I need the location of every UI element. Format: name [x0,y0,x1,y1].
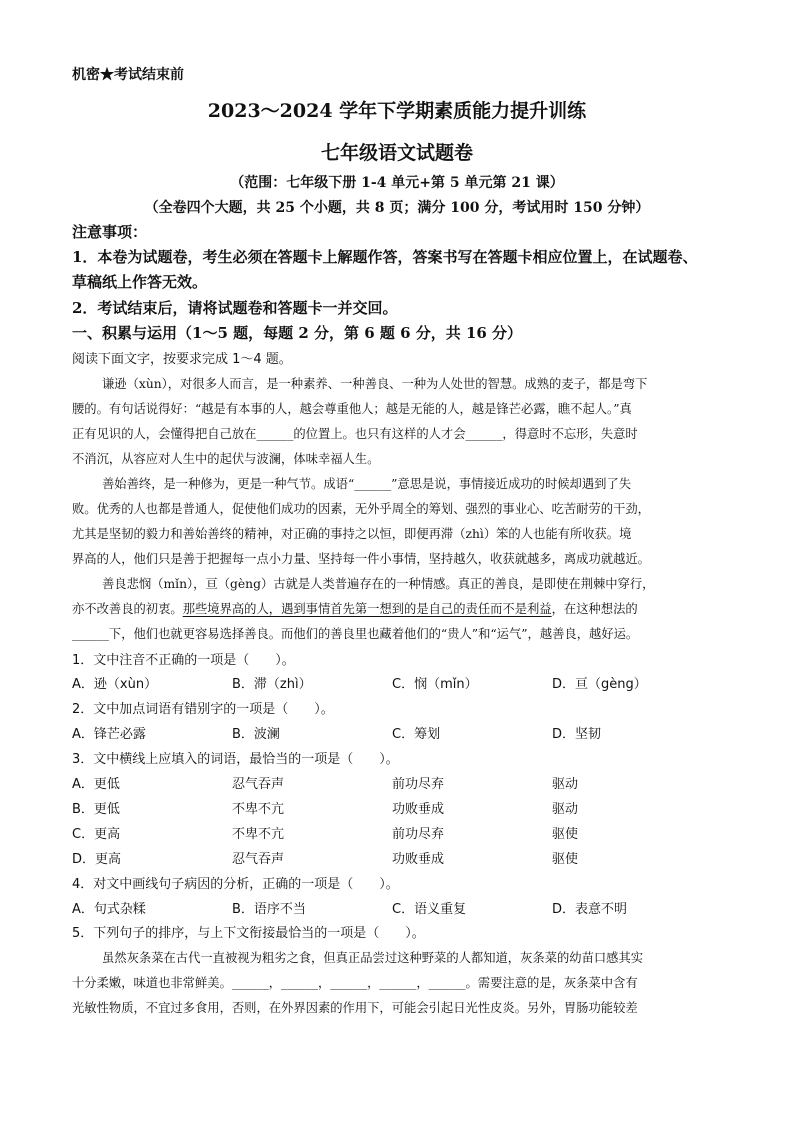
passage-line: 败。优秀的人也都是普通人，促使他们成功的因素，无外乎周全的筹划、强烈的事业心、吃苦耐劳的干劲， [72,502,650,516]
q2-option-d: D．坚韧 [552,727,602,742]
q3-option-c-word-3: 前功尽弃 [392,827,445,842]
q4-option-c: C．语义重复 [392,902,467,917]
question-2-stem: 2．文中加点词语有错别字的一项是（ ）。 [72,702,334,717]
passage-line: 谦逊（xùn），对很多人而言，是一种素养、一种善良、一种为人处世的智慧。成熟的麦子，都是弯下 [102,377,648,391]
q3-option-d: D．更高 [72,852,122,867]
passage-line: 界高的人，他们只是善于把握每一点小力量、坚持每一件小事情，坚持越久，收获就越多，离成功就越近。 [72,552,650,566]
q1-option-a: A．逊（xùn） [72,677,158,692]
q2-option-b: B．波澜 [232,727,280,742]
q3-option-a-word-3: 前功尽弃 [392,777,445,792]
q3-option-b-word-4: 驱动 [552,802,579,817]
q3-option-d-word-4: 驱使 [552,852,579,867]
exam-scope: （范围：七年级下册 1-4 单元+第 5 单元第 21 课） [230,175,564,191]
passage-line: ______下，他们也就更容易选择善良。而他们的善良里也藏着他们的“贵人”和“运气”，越善良，越好运。 [72,627,639,641]
section-1-heading: 一、积累与运用（1～5 题，每题 2 分，第 6 题 6 分，共 16 分） [72,324,523,342]
passage-text: 亦不改善良的初衷。 [72,602,183,616]
underlined-sentence: 那些境界高的人，遇到事情首先第一想到的是自己的责任而不是利益 [182,602,552,616]
question-3-stem: 3．文中横线上应填入的词语，最恰当的一项是（ ）。 [72,752,399,767]
passage-line: 尤其是坚韧的毅力和善始善终的精神，对正确的事持之以恒，即便再滞（zhì）笨的人也能有所收获。境 [72,527,632,541]
q3-option-b-word-2: 不卑不亢 [232,802,285,817]
q3-option-b: B．更低 [72,802,120,817]
q1-option-c: C．悯（mǐn） [392,677,478,692]
notice-item-1-line-1: 1．本卷为试题卷，考生必须在答题卡上解题作答，答案书写在答题卡相应位置上，在试题卷、 [72,248,698,266]
q4-option-a: A．句式杂糅 [72,902,146,917]
q1-option-d: D．亘（gèng） [552,677,647,692]
q3-option-c-word-4: 驱使 [552,827,579,842]
notice-heading: 注意事项： [72,223,148,241]
confidential-label: 机密★考试结束前 [72,67,184,83]
q3-option-d-word-3: 功败垂成 [392,852,445,867]
passage-line [72,599,638,617]
q3-option-d-word-2: 忍气吞声 [232,852,285,867]
q2-option-a: A．锋芒必露 [72,727,146,742]
passage-line: 腰的。有句话说得好：“越是有本事的人，越会尊重他人；越是无能的人，越是锋芒必露，瞧不起人。”真 [72,402,632,416]
passage-line: 善良悲悯（mǐn），亘（gèng）古就是人类普遍存在的一种情感。真正的善良，是即使在荆棘中穿行， [102,577,655,591]
q5-passage-line: 光敏性物质，不宜过多食用，否则，在外界因素的作用下，可能会引起日光性皮炎。另外，胃肠功能较差 [72,1001,638,1015]
notice-item-2: 2．考试结束后，请将试题卷和答题卡一并交回。 [72,299,398,317]
q1-option-b: B．滞（zhì） [232,677,312,692]
q3-option-a-word-4: 驱动 [552,777,579,792]
notice-item-1-line-2: 草稿纸上作答无效。 [72,273,208,291]
q3-option-a-word-2: 忍气吞声 [232,777,285,792]
question-4-stem: 4．对文中画线句子病因的分析，正确的一项是（ ）。 [72,877,399,892]
question-5-stem: 5．下列句子的排序，与上下文衔接最恰当的一项是（ ）。 [72,926,425,941]
q4-option-b: B．语序不当 [232,902,306,917]
passage-text: ，在这种想法的 [551,602,638,616]
reading-instruction: 阅读下面文字，按要求完成 1～4 题。 [72,352,292,367]
q5-passage-line: 十分柔嫩，味道也非常鲜美。______，______，______，______，______。需要注意的是，灰条菜中含有 [72,976,638,990]
passage-line: 不消沉，从容应对人生中的起伏与波澜，体味幸福人生。 [72,452,380,466]
q3-option-a: A．更低 [72,777,120,792]
q5-passage-line: 虽然灰条菜在古代一直被视为粗劣之食，但真正品尝过这种野菜的人都知道，灰条菜的幼苗口感其实 [102,951,644,965]
q3-option-c-word-2: 不卑不亢 [232,827,285,842]
q4-option-d: D．表意不明 [552,902,628,917]
exam-subtitle: 七年级语文试题卷 [320,142,473,164]
q3-option-b-word-3: 功败垂成 [392,802,445,817]
passage-line: 正有见识的人，会懂得把自己放在______的位置上。也只有这样的人才会______，得意时不忘形，失意时 [72,427,638,441]
exam-overview: （全卷四个大题，共 25 个小题，共 8 页；满分 100 分，考试用时 150 分钟） [144,200,650,216]
q2-option-c: C．筹划 [392,727,441,742]
question-1-stem: 1．文中注音不正确的一项是（ ）。 [72,653,295,668]
passage-line: 善始善终，是一种修为，更是一种气节。成语“______”意思是说，事情接近成功的时候却遇到了失 [102,477,632,491]
exam-title: 2023～2024 学年下学期素质能力提升训练 [207,100,587,122]
q3-option-c: C．更高 [72,827,121,842]
